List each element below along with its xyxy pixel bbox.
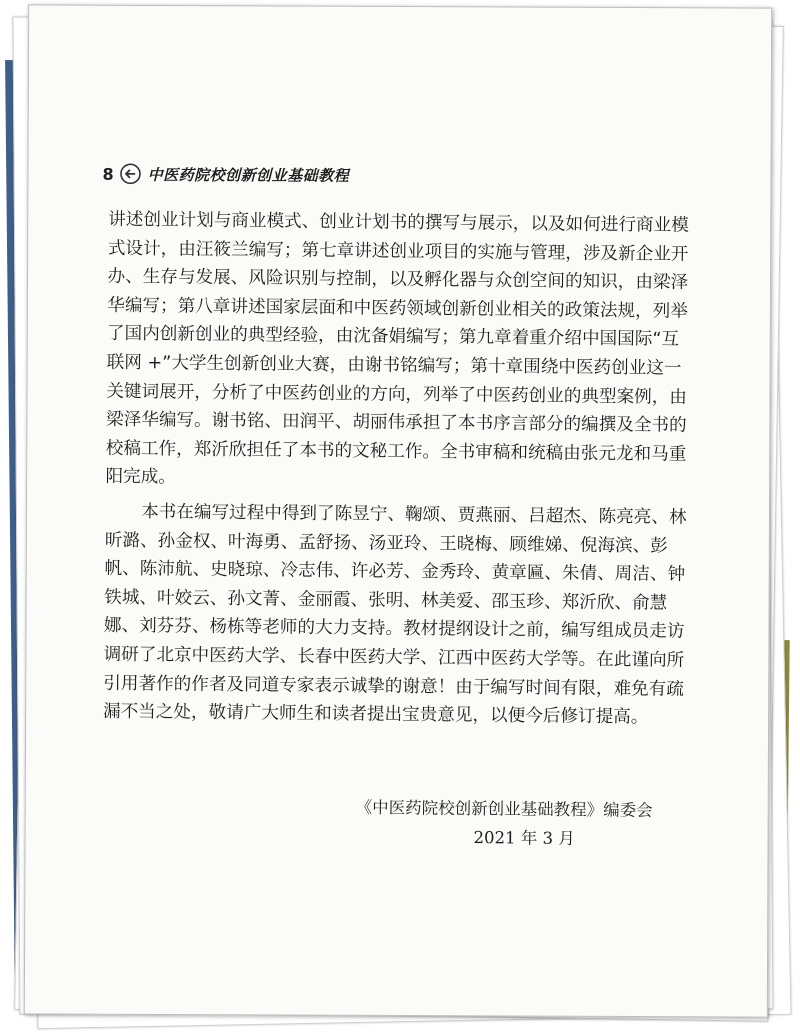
text-line: 铁城、叶姣云、孙文菁、金丽霞、张明、林美爱、邵玉珍、郑沂欣、俞慧 <box>104 587 668 614</box>
document-page <box>24 4 772 1017</box>
text-line: 了国内创新创业的典型经验，由沈备娟编写；第九章着重介绍中国国际“互 <box>106 324 680 351</box>
text-line: 调研了北京中医药大学、长春中医药大学、江西中医药大学等。在此谨向所 <box>103 644 685 671</box>
text-line: 办、生存与发展、风险识别与控制，以及孵化器与众创空间的知识，由梁泽 <box>107 266 689 293</box>
text-line: 联网 +”大学生创新创业大赛，由谢书铭编写；第十章围绕中医药创业这一 <box>106 352 682 379</box>
text-line: 昕潞、孙金权、叶海勇、孟舒扬、汤亚玲、王晓梅、顾维娣、倪海滨、彭 <box>104 530 668 557</box>
paragraph <box>105 206 718 498</box>
text-line: 本书在编写过程中得到了陈昱宁、鞠颂、贾燕丽、吕超杰、陈亮亮、林 <box>141 502 687 528</box>
text-line: 阳完成。 <box>105 467 176 488</box>
text-line: 漏不当之处，敬请广大师生和读者提出宝贵意见，以便今后修订提高。 <box>102 701 649 728</box>
editorial-committee-signature: 《中医药院校创新创业基础教程》编委会 <box>355 797 653 821</box>
page-number: 8 <box>102 164 114 184</box>
text-line: 娜、刘芬芬、杨栋等老师的大力支持。教材提纲设计之前，编写组成员走访 <box>103 616 685 643</box>
text-line: 引用著作的作者及同道专家表示诚挚的谢意！由于编写时间有限，难免有疏 <box>103 673 685 700</box>
text-line: 校稿工作，郑沂欣担任了本书的文秘工作。全书审稿和统稿由张元龙和马重 <box>105 438 687 465</box>
signature-date: 2021 年 3 月 <box>473 828 575 849</box>
paragraph <box>103 498 715 733</box>
running-title: 中医药院校创新创业基础教程 <box>147 165 350 185</box>
text-line: 讲述创业计划与商业模式、创业计划书的撰写与展示，以及如何进行商业模 <box>108 209 689 236</box>
text-line: 关键词展开，分析了中医药创业的方向，列举了中医药创业的典型案例，由 <box>106 381 688 408</box>
text-line: 梁泽华编写。谢书铭、田润平、胡丽伟承担了本书序言部分的编撰及全书的 <box>105 409 687 436</box>
body-text <box>103 206 718 733</box>
running-head <box>102 160 349 189</box>
text-line: 式设计，由汪筱兰编写；第七章讲述创业项目的实施与管理，涉及新企业开 <box>107 238 689 265</box>
text-line: 帆、陈沛航、史晓琼、冷志伟、许必芳、金秀玲、黄章匾、朱倩、周洁、钟 <box>104 558 686 585</box>
arrow-left-circle-icon <box>120 163 142 185</box>
text-line: 华编写；第八章讲述国家层面和中医药领域创新创业相关的政策法规，列举 <box>107 295 688 322</box>
